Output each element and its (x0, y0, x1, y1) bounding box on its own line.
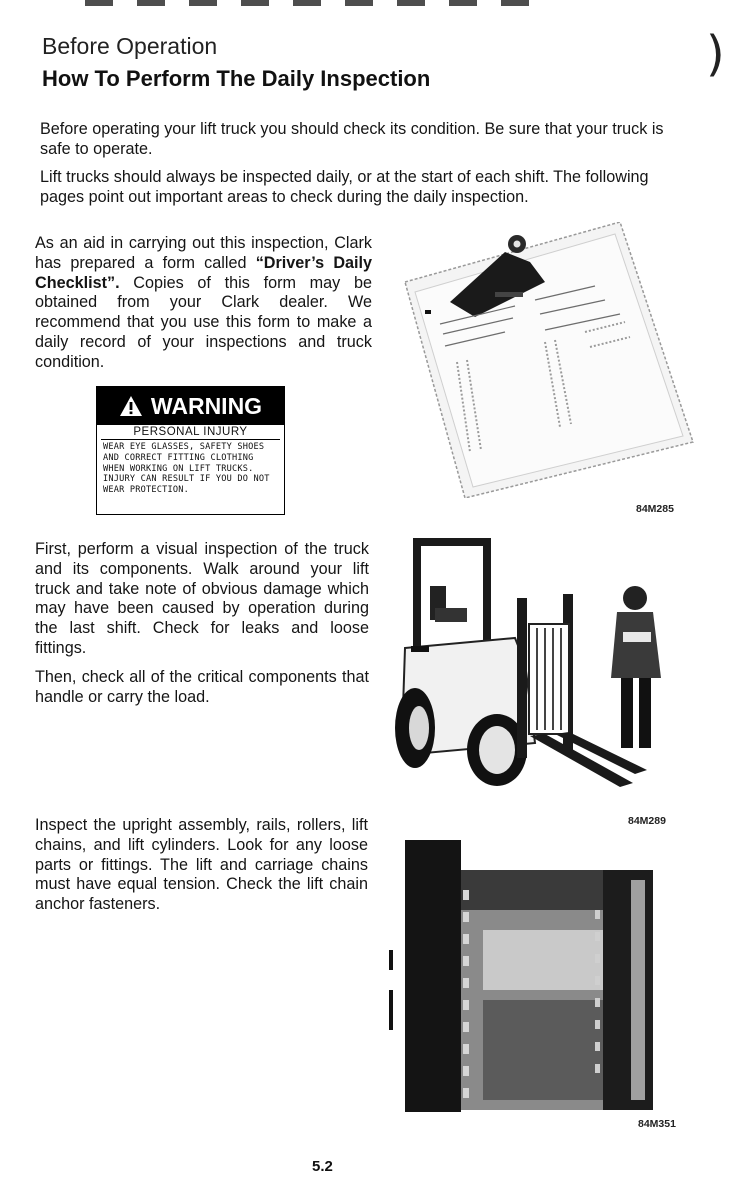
warning-title: WARNING (150, 392, 263, 419)
forklift-walkaround-figure (385, 528, 690, 810)
intro-paragraph: Before operating your lift truck you should check its condition. Be sure that your truck is safe to operate. (40, 120, 664, 158)
checklist-clipboard-figure (395, 222, 695, 498)
warning-body: WEAR EYE GLASSES, SAFETY SHOES AND CORRECT FITTING CLOTHING WHEN WORKING ON LIFT TRUCKS. INJURY CAN RESULT IF YOU DO NOT WEAR PROTECTION. (103, 442, 270, 496)
page-heading: How To Perform The Daily Inspection (42, 66, 431, 91)
visual-inspection-paragraph: First, perform a visual inspection of the truck and its components. Walk around your lift truck and take note of obvious damage which may have been caused by operation during the last shift. Check for leaks and loose fittings. (35, 540, 369, 657)
checklist-title: “Driver’s Daily Checklist”. (35, 253, 373, 292)
critical-components-paragraph: Then, check all of the critical components that handle or carry the load. (35, 668, 369, 706)
upright-assembly-figure (383, 840, 673, 1112)
figure-caption-1: 84M285 (636, 503, 674, 515)
scan-artifact-top (85, 0, 535, 6)
section-title: Before Operation (42, 33, 218, 59)
figure-caption-2: 84M289 (628, 815, 666, 827)
binding-mark: ) (706, 26, 725, 82)
page-number: 5.2 (312, 1158, 333, 1175)
upright-inspection-paragraph: Inspect the upright assembly, rails, rollers, lift chains, and lift cylinders. Look for any loose parts or fittings. The lift and carriage chains must have equal tension. Check the lift chain anchor fasteners. (35, 816, 368, 914)
checklist-text-2: Copies of this form may be obtained from your Clark dealer. We recommend that you use this form to make a daily record of your inspections and truck condition. (35, 273, 372, 371)
warning-box (96, 386, 285, 515)
figure-caption-3: 84M351 (638, 1118, 676, 1130)
checklist-paragraph (35, 234, 372, 373)
checklist-text-1: As an aid in carrying out this inspection, Clark has prepared a form called (35, 234, 372, 272)
warning-header (97, 387, 284, 425)
daily-inspection-paragraph: Lift trucks should always be inspected daily, or at the start of each shift. The following pages point out important areas to check during the daily inspection. (40, 168, 649, 206)
warning-subtitle: PERSONAL INJURY (101, 425, 280, 440)
warning-triangle-icon (119, 395, 143, 417)
